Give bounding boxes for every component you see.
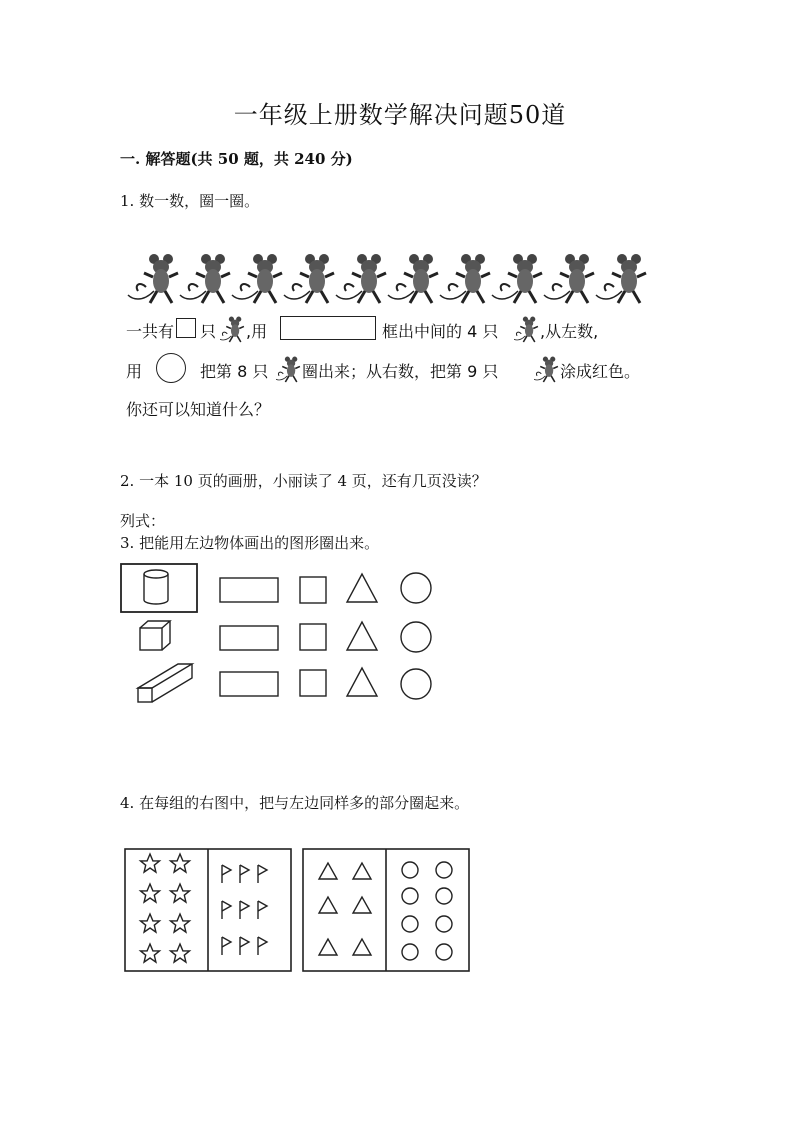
line1-text-c: ,用 <box>246 322 268 341</box>
page-title: 一年级上册数学解决问题50道 <box>233 101 567 129</box>
line1-text-d: 框出中间的 4 只 <box>382 322 499 341</box>
question-4-figure <box>122 846 474 974</box>
rectangle-option[interactable] <box>220 578 278 602</box>
frame-box[interactable] <box>280 316 376 340</box>
triangles-group <box>319 863 371 955</box>
line1-text-b: 只 <box>200 322 217 341</box>
section-heading: 一. 解答题(共 50 题，共 240 分) <box>120 150 353 168</box>
line1-text-e: ,从左数, <box>540 322 599 341</box>
count-box[interactable] <box>176 318 196 338</box>
flags-group[interactable] <box>222 865 267 955</box>
stars-group <box>141 854 190 962</box>
question-4-text: 4. 在每组的右图中，把与左边同样多的部分圈起来。 <box>120 794 470 812</box>
question-1-line-2 <box>126 353 646 385</box>
line2-text-a: 用 <box>126 362 143 381</box>
cuboid-icon <box>138 664 192 702</box>
question-3-text: 3. 把能用左边物体画出的图形圈出来。 <box>120 534 380 552</box>
circle-option[interactable] <box>401 573 431 603</box>
question-1-text: 1. 数一数，圈一圈。 <box>120 192 260 210</box>
circle-symbol[interactable] <box>156 353 186 383</box>
circles-group[interactable] <box>402 862 452 960</box>
cylinder-icon <box>144 570 168 604</box>
square-option[interactable] <box>300 670 326 696</box>
line1-text-a: 一共有 <box>126 322 175 341</box>
cube-icon <box>140 621 170 650</box>
question-1-figure <box>122 243 650 423</box>
answer-label: 列式： <box>120 512 166 530</box>
square-option[interactable] <box>300 624 326 650</box>
question-1-line-1 <box>126 315 646 345</box>
triangle-option[interactable] <box>347 574 377 602</box>
question-1-line-3: 你还可以知道什么？ <box>126 400 271 419</box>
triangle-option[interactable] <box>347 668 377 696</box>
selection-frame <box>121 564 197 612</box>
question-2-text: 2. 一本 10 页的画册，小丽读了 4 页，还有几页没读？ <box>120 472 487 490</box>
line2-text-d: 涂成红色。 <box>560 362 641 381</box>
circle-option[interactable] <box>401 669 431 699</box>
rectangle-option[interactable] <box>220 626 278 650</box>
line2-text-c: 圈出来；从右数，把第 9 只 <box>302 362 499 381</box>
triangle-option[interactable] <box>347 622 377 650</box>
rectangle-option[interactable] <box>220 672 278 696</box>
circle-option[interactable] <box>401 622 431 652</box>
square-option[interactable] <box>300 577 326 603</box>
line2-text-b: 把第 8 只 <box>200 362 269 381</box>
question-3-figure <box>118 560 448 710</box>
